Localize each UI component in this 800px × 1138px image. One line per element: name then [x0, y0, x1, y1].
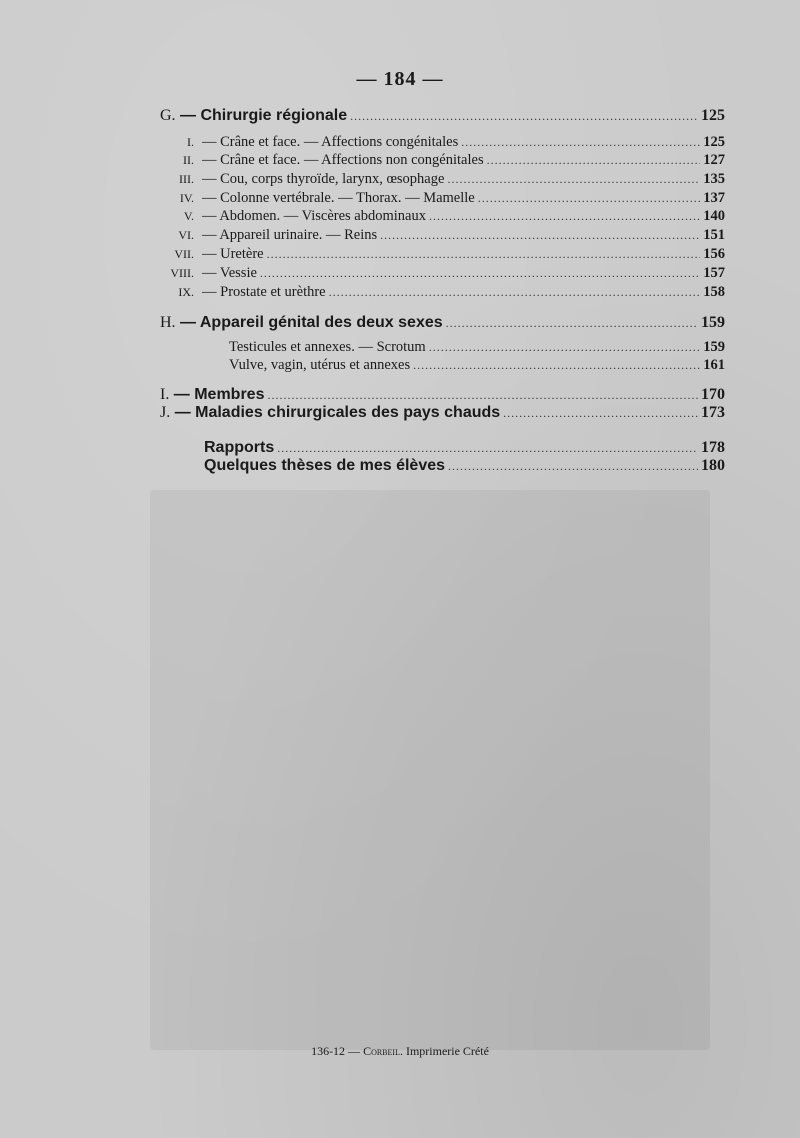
- toc-page: 170: [701, 386, 725, 403]
- toc-section-title: H. — Appareil génital des deux sexes: [160, 314, 443, 331]
- toc-item: Testicules et annexes. — Scrotum ..... 159: [229, 339, 725, 356]
- toc-page: 140: [703, 208, 725, 224]
- toc-page: 127: [703, 152, 725, 168]
- toc-page: 151: [703, 227, 725, 243]
- toc-section-h: [160, 314, 725, 332]
- leader-dots: [478, 191, 701, 206]
- toc-page: 178: [701, 439, 725, 456]
- leader-dots: [487, 153, 701, 168]
- toc-item: VI. — Appareil urinaire. — Reins ..... 151: [170, 227, 725, 244]
- leader-dots: [380, 228, 700, 243]
- show-through-shadow: [150, 490, 710, 1050]
- toc-page: 157: [703, 265, 725, 281]
- toc-section-theses: [204, 457, 725, 475]
- toc-section-rapports: [204, 439, 725, 457]
- leader-dots: [260, 266, 700, 281]
- leader-dots: [503, 406, 698, 421]
- toc-page: 137: [703, 190, 725, 206]
- leader-dots: [277, 441, 698, 456]
- toc-item: IV. — Colonne vertébrale. — Thorax. — Mamelle ..... 137: [170, 190, 725, 207]
- toc-section-i: [160, 386, 725, 404]
- toc-page: 156: [703, 246, 725, 262]
- toc-item: Vulve, vagin, utérus et annexes ..... 161: [229, 357, 725, 374]
- leader-dots: [350, 109, 698, 124]
- toc-section-g: [160, 107, 725, 125]
- toc-item: VII. — Uretère ..... 156: [170, 246, 725, 263]
- toc-item: VIII. — Vessie ..... 157: [170, 265, 725, 282]
- toc-section-title: Rapports: [204, 439, 275, 456]
- leader-dots: [448, 459, 698, 474]
- leader-dots: [447, 172, 700, 187]
- toc-page: 159: [703, 339, 725, 355]
- leader-dots: [461, 135, 700, 150]
- leader-dots: [329, 285, 701, 300]
- leader-dots: [267, 388, 698, 403]
- toc-page: 173: [701, 404, 725, 421]
- toc-item: V. — Abdomen. — Viscères abdominaux ..... 140: [170, 208, 725, 225]
- toc-section-title: J. — Maladies chirurgicales des pays chauds: [160, 404, 501, 421]
- printer-footer: 136-12 — Corbeil. Imprimerie Crété: [311, 1044, 489, 1058]
- toc-item: IX. — Prostate et urèthre ..... 158: [170, 284, 725, 301]
- toc-item: I. — Crâne et face. — Affections congénitales ..... 125: [170, 134, 725, 151]
- toc-section-title: Quelques thèses de mes élèves: [204, 457, 446, 474]
- toc-page: 159: [701, 314, 725, 331]
- leader-dots: [429, 209, 700, 224]
- leader-dots: [429, 340, 701, 355]
- toc-page: 158: [703, 284, 725, 300]
- toc-section-title: I. — Membres: [160, 386, 265, 403]
- toc-page: 135: [703, 171, 725, 187]
- toc-section-title: G. — Chirurgie régionale: [160, 107, 348, 124]
- toc-item: III. — Cou, corps thyroïde, larynx, œsophage ..... 135: [170, 171, 725, 188]
- toc-page: 125: [701, 107, 725, 124]
- toc-item: II. — Crâne et face. — Affections non congénitales ..... 127: [170, 152, 725, 169]
- toc-section-j: [160, 404, 725, 422]
- toc-page: 180: [701, 457, 725, 474]
- toc-page: 161: [703, 357, 725, 373]
- leader-dots: [413, 358, 700, 373]
- toc-page: 125: [703, 134, 725, 150]
- leader-dots: [446, 316, 698, 331]
- page-number: — 184 —: [356, 68, 444, 90]
- leader-dots: [267, 247, 701, 262]
